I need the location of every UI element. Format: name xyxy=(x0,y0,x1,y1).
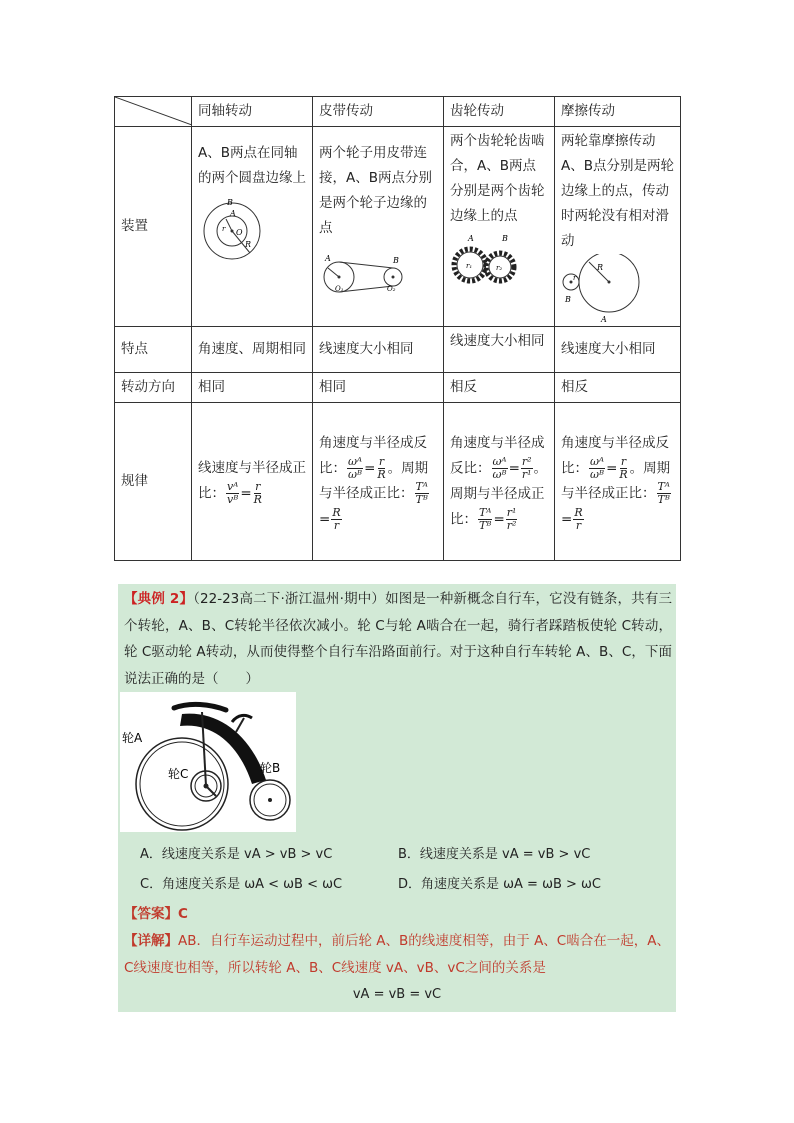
row-label-feature: 特点 xyxy=(115,327,192,373)
ratio-r-R: $\frac{r}{R}$ xyxy=(377,454,386,481)
options-list xyxy=(118,838,676,900)
device-friction-text: 两轮靠摩擦传动A、B点分别是两轮边缘上的点，传动时两轮没有相对滑动 xyxy=(561,133,674,249)
law-friction-text2: 。周期与半径成正比： xyxy=(561,460,671,502)
ratio-TA-TB: $\frac{\text{Tᴬ}}{\text{Tᴮ}}$ xyxy=(415,480,428,507)
direction-gear: 相反 xyxy=(444,373,555,403)
meshing-gears-figure xyxy=(450,229,550,289)
device-coaxial xyxy=(192,127,313,327)
detail-text: AB．自行车运动过程中，前后轮 A、B的线速度相等，由于 A、C啮合在一起，A、C线速度也相等，所以转轮 A、B、C线速度 vA、vB、vC之间的关系是 xyxy=(124,933,670,976)
table-row-direction xyxy=(115,373,681,403)
option-D[interactable]: D．角速度关系是 ωA = ωB > ωC xyxy=(398,877,602,892)
ratio-wA-wB: $\frac{\text{ωᴬ}}{\text{ωᴮ}}$ xyxy=(348,454,363,481)
ratio-TA-TB: $\frac{\text{Tᴬ}}{\text{Tᴮ}}$ xyxy=(657,480,670,507)
corner-cell xyxy=(115,97,192,127)
label-wheel-B: 轮B xyxy=(260,761,281,775)
row-label-law: 规律 xyxy=(115,403,192,561)
law-coaxial: 线速度与半径成正比： $\frac{\text{vᴬ}}{\text{vᴮ}}$ = $\frac{r}{R}$ xyxy=(192,403,313,561)
ratio-R-r: $\frac{R}{r}$ xyxy=(332,505,341,532)
header-friction: 摩擦传动 xyxy=(555,97,681,127)
ratio-TA-TB: $\frac{\text{Tᴬ}}{\text{Tᴮ}}$ xyxy=(479,505,492,532)
label-B: B xyxy=(565,295,571,304)
label-r1: r₁ xyxy=(466,262,473,270)
answer-value: C xyxy=(178,906,188,922)
label-A: A xyxy=(325,254,331,263)
label-A: A xyxy=(601,315,607,324)
friction-wheels-figure xyxy=(561,254,671,324)
label-r: r xyxy=(573,274,577,282)
ratio-r1-r2: $\frac{\text{r¹}}{\text{r²}}$ xyxy=(506,505,517,532)
device-coaxial-text: A、B两点在同轴的两个圆盘边缘上 xyxy=(198,145,306,186)
device-gear-text: 两个齿轮轮齿啮合，A、B两点分别是两个齿轮边缘上的点 xyxy=(450,133,545,224)
law-friction: 角速度与半径成反比： $\frac{\text{ωᴬ}}{\text{ωᴮ}}$ = $\frac{r}{R}$ 。周期与半径成正比： $\frac{\text{Tᴬ}}{\text{Tᴮ}}$ = $\frac{R}{r}$ xyxy=(555,403,681,561)
label-wheel-A: 轮A xyxy=(122,731,143,745)
coaxial-disks-figure xyxy=(198,191,308,263)
label-A: A xyxy=(230,209,236,218)
device-friction xyxy=(555,127,681,327)
table-row-law xyxy=(115,403,681,561)
law-belt-text1: 角速度与半径成反比： xyxy=(319,434,427,477)
direction-friction: 相反 xyxy=(555,373,681,403)
device-gear xyxy=(444,127,555,327)
ratio-r-R: $\frac{r}{R}$ xyxy=(253,480,262,507)
coaxial-diagram xyxy=(198,191,306,263)
gear-diagram xyxy=(450,229,548,289)
answer-label: 【答案】 xyxy=(124,906,178,922)
label-O1: O₁ xyxy=(335,285,344,293)
bicycle-figure-area xyxy=(118,692,676,838)
option-C[interactable]: C．角速度关系是 ωA < ωB < ωC xyxy=(140,877,343,892)
table-row-device xyxy=(115,127,681,327)
example-heading: 【典例 2】 xyxy=(124,591,194,607)
law-gear-text1: 角速度与半径成反比： xyxy=(450,435,545,477)
belt-pulleys-figure xyxy=(319,241,439,301)
law-belt: 角速度与半径成反比： $\frac{\text{ωᴬ}}{\text{ωᴮ}}$ = $\frac{r}{R}$ 。周期与半径成正比： $\frac{\text{Tᴬ}}{\text{Tᴮ}}$ = $\frac{R}{r}$ xyxy=(313,403,444,561)
table-row-feature xyxy=(115,327,681,373)
device-belt xyxy=(313,127,444,327)
row-label-device: 装置 xyxy=(115,127,192,327)
label-r: r xyxy=(222,225,226,233)
label-wheel-C: 轮C xyxy=(168,767,189,781)
direction-coaxial: 相同 xyxy=(192,373,313,403)
label-O2: O₂ xyxy=(387,285,396,293)
answer-line xyxy=(118,900,676,928)
ratio-vA-vB: $\frac{\text{vᴬ}}{\text{vᴮ}}$ xyxy=(227,480,239,507)
example-block xyxy=(118,584,676,1012)
bicycle-illustration xyxy=(120,692,296,832)
label-R: R xyxy=(597,263,604,272)
friction-diagram xyxy=(561,254,674,324)
law-gear: 角速度与半径成反比： $\frac{\text{ωᴬ}}{\text{ωᴮ}}$ = $\frac{\text{r²}}{\text{r¹}}$ 。周期与半径成正比： $\frac{\text{Tᴬ}}{\text{Tᴮ}}$ = $\frac{\text{r¹}}{\text{r²}}$ xyxy=(444,403,555,561)
feature-friction: 线速度大小相同 xyxy=(555,327,681,373)
row-label-direction: 转动方向 xyxy=(115,373,192,403)
velocity-equation: vA = vB = vC xyxy=(352,987,442,1002)
direction-belt: 相同 xyxy=(313,373,444,403)
law-coaxial-text: 线速度与半径成正比： xyxy=(198,460,306,502)
option-A[interactable]: A．线速度关系是 vA > vB > vC xyxy=(140,847,333,862)
label-B: B xyxy=(227,198,233,207)
example-question xyxy=(118,584,676,692)
label-B: B xyxy=(393,256,399,265)
ratio-r-R: $\frac{r}{R}$ xyxy=(619,454,628,481)
label-O: O xyxy=(236,228,243,237)
header-gear: 齿轮传动 xyxy=(444,97,555,127)
law-belt-text2: 。周期与半径成正比： xyxy=(319,460,429,502)
ratio-wA-wB: $\frac{\text{ωᴬ}}{\text{ωᴮ}}$ xyxy=(492,455,507,481)
feature-coaxial: 角速度、周期相同 xyxy=(192,327,313,373)
example-body: （22-23高二下·浙江温州·期中）如图是一种新概念自行车，它没有链条，共有三个转轮，A、B、C转轮半径依次减小。轮 C与轮 A啮合在一起，骑行者踩踏板使轮 C转动，轮 C驱动轮 A转动，从而使得整个自行车沿路面前行。对于这种自行车转轮 A、B、C，下面说法正确的是（ ） xyxy=(124,591,673,687)
ratio-wA-wB: $\frac{\text{ωᴬ}}{\text{ωᴮ}}$ xyxy=(590,454,605,481)
label-R: R xyxy=(245,240,252,249)
label-A: A xyxy=(468,234,474,243)
table-header-row xyxy=(115,97,681,127)
transmission-comparison-table xyxy=(114,96,681,561)
detail-block xyxy=(118,928,676,982)
law-friction-text1: 角速度与半径成反比： xyxy=(561,434,669,477)
ratio-r2-r1: $\frac{\text{r²}}{\text{r¹}}$ xyxy=(521,455,532,481)
detail-label: 【详解】 xyxy=(124,933,178,949)
header-belt: 皮带传动 xyxy=(313,97,444,127)
label-r2: r₂ xyxy=(496,264,503,272)
label-B: B xyxy=(502,234,508,243)
belt-diagram xyxy=(319,241,437,301)
feature-gear: 线速度大小相同 xyxy=(444,327,555,373)
option-B[interactable]: B．线速度关系是 vA = vB > vC xyxy=(398,847,591,862)
header-coaxial: 同轴转动 xyxy=(192,97,313,127)
law-gear-text2: 。周期与半径成正比： xyxy=(450,460,548,527)
feature-belt: 线速度大小相同 xyxy=(313,327,444,373)
ratio-R-r: $\frac{R}{r}$ xyxy=(574,505,583,532)
device-belt-text: 两个轮子用皮带连接，A、B两点分别是两个轮子边缘的点 xyxy=(319,145,432,236)
